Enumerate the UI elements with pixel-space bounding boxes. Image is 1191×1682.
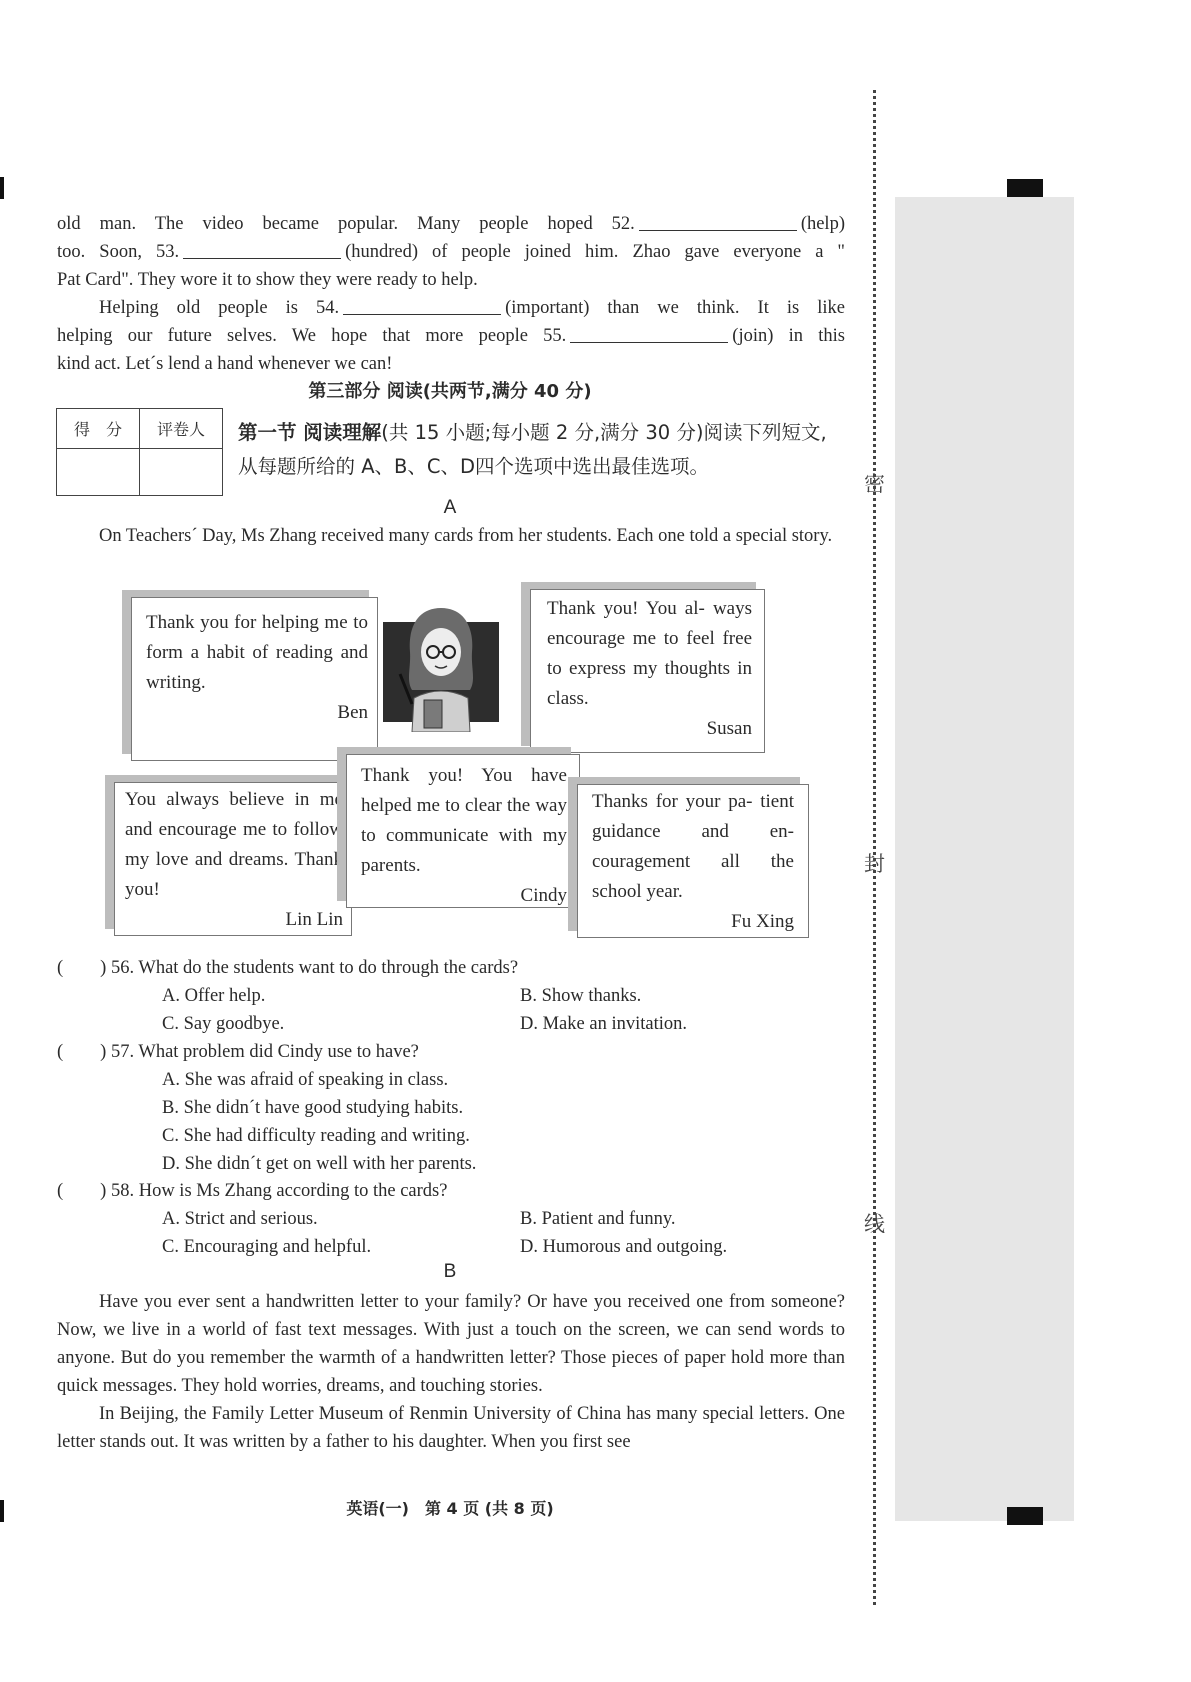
option-d[interactable]: D. Make an invitation. bbox=[520, 1014, 687, 1034]
option-c[interactable]: C. Say goodbye. bbox=[162, 1014, 285, 1034]
crop-mark-top-left bbox=[0, 177, 4, 199]
option-a[interactable]: A. She was afraid of speaking in class. bbox=[162, 1070, 449, 1090]
instruction-heading: 第一节 阅读理解 bbox=[238, 421, 382, 444]
card-signature: Susan bbox=[706, 718, 752, 739]
register-mark-bottom bbox=[1007, 1507, 1043, 1525]
instruction-text: (共 15 小题;每小题 2 分,满分 30 分)阅读下列短文,从每题所给的 A、B、C、D四个选项中选出最佳选项。 bbox=[238, 421, 827, 478]
binding-margin-panel bbox=[895, 197, 1074, 1521]
grader-header: 评卷人 bbox=[140, 409, 223, 449]
answer-blank-52[interactable] bbox=[639, 212, 797, 231]
option-c[interactable]: C. Encouraging and helpful. bbox=[162, 1237, 372, 1257]
answer-blank-54[interactable] bbox=[343, 296, 501, 315]
card-message: Thank you for helping me to form a habit of reading and writing. bbox=[146, 612, 368, 693]
option-d[interactable]: D. She didn´t get on well with her parents. bbox=[162, 1154, 477, 1174]
option-a[interactable]: A. Offer help. bbox=[162, 986, 266, 1006]
card-signature: Cindy bbox=[520, 885, 567, 906]
card-signature: Ben bbox=[337, 702, 368, 723]
grader-cell[interactable] bbox=[140, 449, 223, 496]
thank-you-card bbox=[114, 782, 352, 936]
seal-char-xian: 线 bbox=[864, 1212, 885, 1236]
option-b[interactable]: B. Show thanks. bbox=[520, 986, 642, 1006]
answer-blank-53[interactable] bbox=[183, 240, 341, 259]
cloze-hint: (help) bbox=[800, 214, 845, 234]
cloze-text: helping our future selves. We hope that more people 55. bbox=[57, 326, 567, 346]
section-instruction bbox=[238, 416, 846, 484]
card-message: Thank you! You al- ways encourage me to feel free to express my thoughts in class. bbox=[547, 598, 752, 709]
cloze-text: Helping old people is 54. bbox=[99, 298, 340, 318]
question-56 bbox=[57, 954, 518, 982]
seal-char-feng: 封 bbox=[864, 852, 885, 876]
answer-paren[interactable]: ( ) bbox=[57, 958, 107, 978]
cloze-text: kind act. Let´s lend a hand whenever we can! bbox=[57, 354, 393, 374]
answer-paren[interactable]: ( ) bbox=[57, 1042, 107, 1062]
thank-you-card bbox=[577, 784, 809, 938]
card-message: Thank you! You have helped me to clear the way to communicate with my parents. bbox=[361, 765, 567, 876]
card-message: You always believe in me and encourage me to follow my love and dreams. Thank you! bbox=[125, 789, 343, 900]
question-stem: 57. What problem did Cindy use to have? bbox=[110, 1042, 419, 1062]
question-58 bbox=[57, 1177, 447, 1205]
option-d[interactable]: D. Humorous and outgoing. bbox=[520, 1237, 728, 1257]
page-footer: 英语(一) 第 4 页 (共 8 页) bbox=[346, 1499, 554, 1518]
passage-b-label: B bbox=[443, 1261, 457, 1282]
score-cell[interactable] bbox=[57, 449, 140, 496]
passage-a-intro: On Teachers´ Day, Ms Zhang received many cards from her students. Each one told a special story. bbox=[99, 526, 833, 546]
question-57 bbox=[57, 1038, 419, 1066]
option-a[interactable]: A. Strict and serious. bbox=[162, 1209, 318, 1229]
option-b[interactable]: B. Patient and funny. bbox=[520, 1209, 676, 1229]
card-signature: Lin Lin bbox=[285, 909, 343, 930]
question-stem: 58. How is Ms Zhang according to the cards? bbox=[110, 1181, 448, 1201]
score-table bbox=[56, 408, 223, 496]
thank-you-card bbox=[530, 589, 765, 753]
section-title: 第三部分 阅读(共两节,满分 40 分) bbox=[308, 381, 592, 402]
thank-you-card bbox=[346, 754, 580, 908]
question-stem: 56. What do the students want to do through the cards? bbox=[110, 958, 519, 978]
passage-b-paragraph: In Beijing, the Family Letter Museum of Renmin University of China has many special letters. One letter stands out. It was written by a father to his daughter. When you first see bbox=[57, 1404, 845, 1452]
option-c[interactable]: C. She had difficulty reading and writing. bbox=[162, 1126, 470, 1146]
cloze-hint: (important) than we think. It is like bbox=[505, 298, 845, 318]
card-signature: Fu Xing bbox=[731, 911, 794, 932]
answer-paren[interactable]: ( ) bbox=[57, 1181, 107, 1201]
answer-blank-55[interactable] bbox=[570, 324, 728, 343]
score-header: 得 分 bbox=[57, 409, 140, 449]
cloze-hint: (join) in this bbox=[732, 326, 845, 346]
passage-a-label: A bbox=[443, 497, 457, 518]
thank-you-card bbox=[131, 597, 378, 761]
card-message: Thanks for your pa- tient guidance and en- couragement all the school year. bbox=[592, 791, 794, 902]
cloze-text: Pat Card". They wore it to show they were ready to help. bbox=[57, 270, 478, 290]
cloze-text: too. Soon, 53. bbox=[57, 242, 180, 262]
passage-b-paragraph: Have you ever sent a handwritten letter to your family? Or have you received one from someone? Now, we live in a world of fast text messages. With just a touch on the screen, we can send words to anyone. But do you remember the warmth of a handwritten letter? Those pieces of paper hold more than quick messages. They hold worries, dreams, and touching stories. bbox=[57, 1292, 845, 1396]
seal-char-mi: 密 bbox=[864, 472, 885, 496]
option-b[interactable]: B. She didn´t have good studying habits. bbox=[162, 1098, 464, 1118]
teacher-illustration bbox=[378, 600, 504, 732]
passage-b bbox=[57, 1288, 845, 1456]
register-mark-top bbox=[1007, 179, 1043, 197]
cloze-text: old man. The video became popular. Many people hoped 52. bbox=[57, 214, 635, 234]
cloze-passage bbox=[57, 210, 845, 378]
cloze-hint: (hundred) of people joined him. Zhao gave everyone a " bbox=[345, 242, 845, 262]
